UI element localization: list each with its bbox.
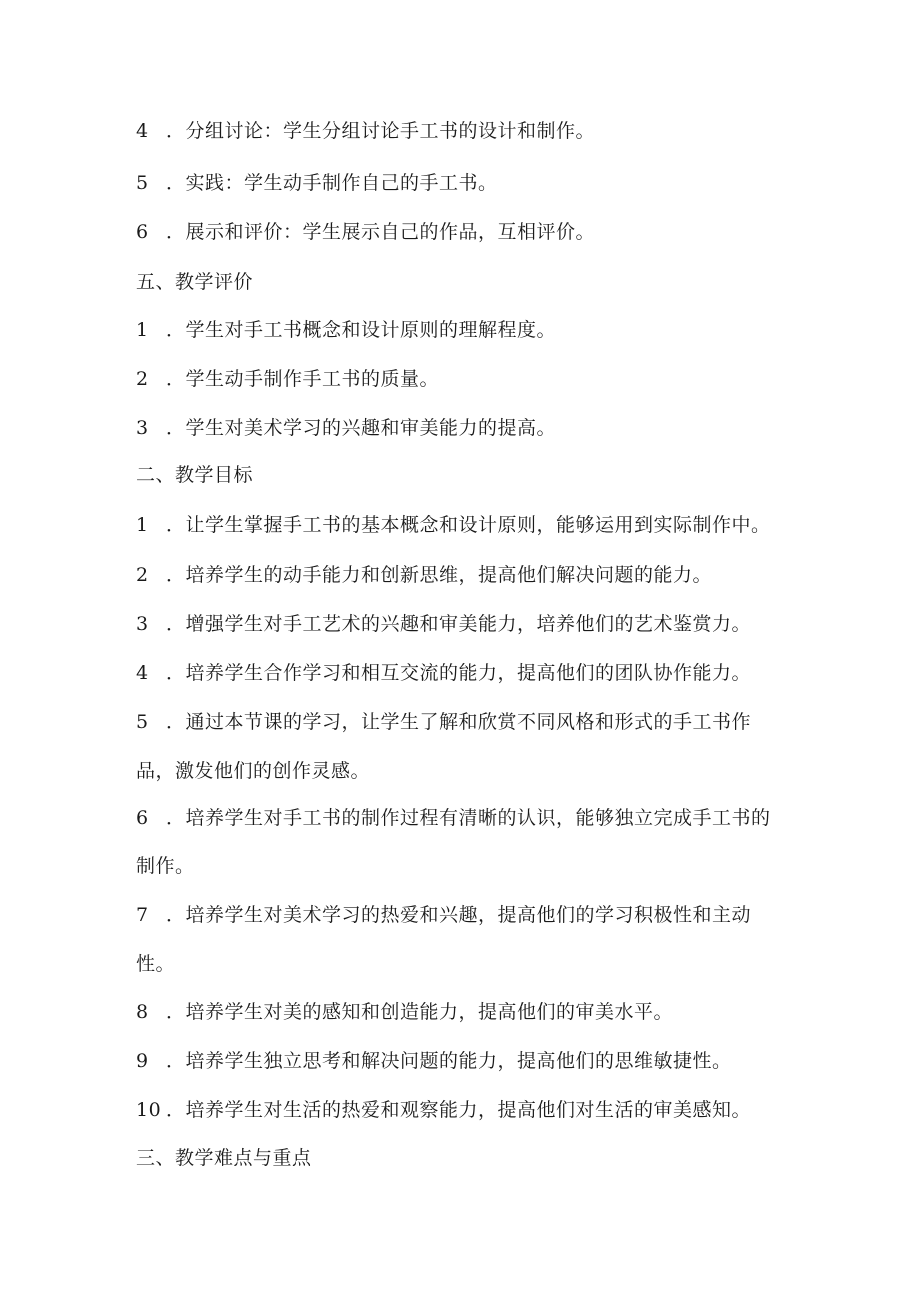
paragraph-line [136,415,796,441]
line-text: ．通过本节课的学习，让学生了解和欣赏不同风格和形式的手工书作 [166,711,752,733]
item-number: 8 [136,1001,149,1023]
item-number: 3 [136,613,149,635]
line-text: ．培养学生的动手能力和创新思维，提高他们解决问题的能力。 [166,564,713,586]
line-text: ．培养学生对美的感知和创造能力，提高他们的审美水平。 [166,1001,674,1023]
line-text: ．分组讨论：学生分组讨论手工书的设计和制作。 [166,120,596,142]
item-number: 10 [136,1099,162,1121]
line-text: ．培养学生对生活的热爱和观察能力，提高他们对生活的审美感知。 [166,1099,752,1121]
line-text: ．学生对手工书概念和设计原则的理解程度。 [166,319,557,341]
line-text: 三、教学难点与重点 [136,1147,312,1169]
line-text: 五、教学评价 [136,271,254,293]
paragraph-line [136,562,796,588]
section-heading [136,269,796,295]
paragraph-line-continuation [136,758,796,784]
paragraph-line [136,170,796,196]
item-number: 2 [136,564,149,586]
item-number: 5 [136,172,149,194]
paragraph-line [136,660,796,686]
item-number: 6 [136,807,149,829]
item-number: 9 [136,1050,149,1072]
paragraph-line [136,999,796,1025]
item-number: 4 [136,662,149,684]
line-text: ．培养学生对美术学习的热爱和兴趣，提高他们的学习积极性和主动 [166,904,752,926]
item-number: 4 [136,120,149,142]
section-heading [136,462,796,488]
paragraph-line [136,317,796,343]
line-text: ．学生对美术学习的兴趣和审美能力的提高。 [166,417,557,439]
item-number: 5 [136,711,149,733]
section-heading [136,1145,796,1171]
paragraph-line [136,611,796,637]
line-text: ．增强学生对手工艺术的兴趣和审美能力，培养他们的艺术鉴赏力。 [166,613,752,635]
line-text: ．培养学生对手工书的制作过程有清晰的认识，能够独立完成手工书的 [166,807,771,829]
line-text: 二、教学目标 [136,464,254,486]
line-text: ．让学生掌握手工书的基本概念和设计原则，能够运用到实际制作中。 [166,514,771,536]
item-number: 3 [136,417,149,439]
paragraph-line-continuation [136,853,796,879]
item-number: 7 [136,904,149,926]
paragraph-line [136,219,796,245]
item-number: 6 [136,221,149,243]
line-text: ．学生动手制作手工书的质量。 [166,368,440,390]
paragraph-line [136,512,796,538]
paragraph-line [136,366,796,392]
line-text: ．培养学生独立思考和解决问题的能力，提高他们的思维敏捷性。 [166,1050,732,1072]
paragraph-line [136,709,796,735]
item-number: 2 [136,368,149,390]
paragraph-line [136,118,796,144]
line-text: ．展示和评价：学生展示自己的作品，互相评价。 [166,221,596,243]
line-text: 品，激发他们的创作灵感。 [136,760,371,782]
item-number: 1 [136,319,149,341]
paragraph-line-continuation [136,951,796,977]
paragraph-line [136,902,796,928]
paragraph-line [136,805,796,831]
paragraph-line [136,1097,796,1123]
line-text: 制作。 [136,855,195,877]
item-number: 1 [136,514,149,536]
line-text: 性。 [136,953,176,975]
line-text: ．培养学生合作学习和相互交流的能力，提高他们的团队协作能力。 [166,662,752,684]
paragraph-line [136,1048,796,1074]
line-text: ．实践：学生动手制作自己的手工书。 [166,172,498,194]
